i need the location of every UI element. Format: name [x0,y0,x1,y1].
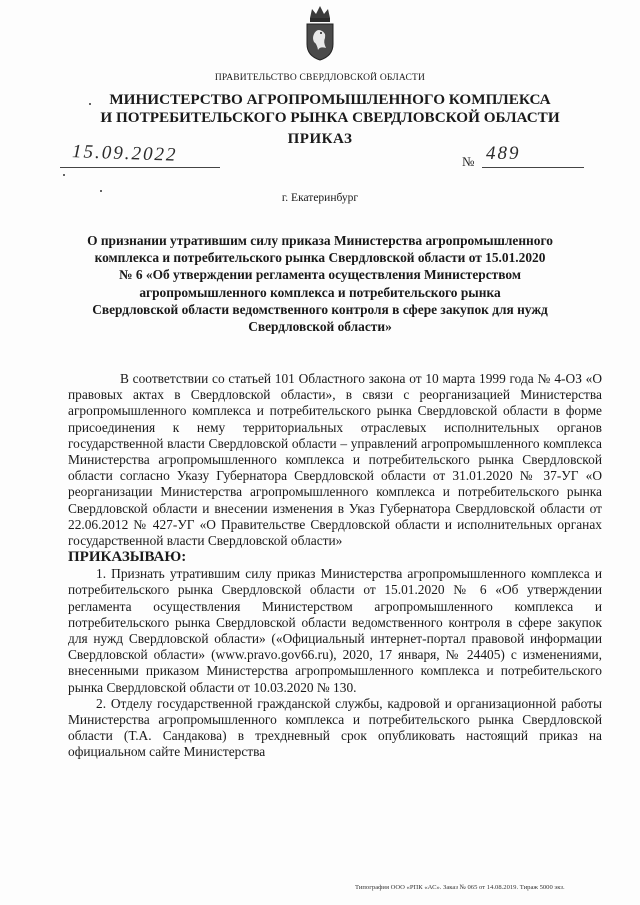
subject-line: Свердловской области ведомственного контроля в сфере закупок для нужд [92,301,548,317]
subject-line: комплекса и потребительского рынка Свердловской области от 15.01.2020 [94,250,546,266]
subject-line: № 6 «Об утверждении регламента осуществления Министерством [119,267,521,283]
number-underline [482,167,584,168]
ministry-line-1: МИНИСТЕРСТВО АГРОПРОМЫШЛЕННОГО КОМПЛЕКСА [109,91,551,108]
ministry-heading [60,91,600,127]
order-item-2: 2. Отделу государственной гражданской службы, кадровой и организационной работы Министерства агропромышленного комплекса и потребительского рынка Свердловской области (Т.А. Сандакова) в трехдневный срок опубликовать настоящий приказ на официальном сайте Министерства [68,695,602,760]
scan-speck [89,103,91,105]
handwritten-date: 15.09.2022 [71,141,178,166]
handwritten-number: 489 [486,143,521,164]
scan-speck [100,190,102,192]
printer-imprint: Типография ООО «РПК «АС». Заказ № 065 от 14.08.2019. Тираж 5000 экз. [355,884,565,891]
date-underline [60,167,220,168]
sverdlovsk-coat-of-arms-icon [303,4,337,62]
order-directive: ПРИКАЗЫВАЮ: [68,549,187,566]
document-type: ПРИКАЗ [287,131,353,147]
subject-line: О признании утратившим силу приказа Министерства агропромышленного [87,233,553,248]
number-sign: № [462,154,475,169]
subject-line: Свердловской области» [248,319,392,335]
document-subject [70,232,570,335]
scan-speck [63,174,65,176]
preamble-paragraph: В соответствии со статьей 101 Областного закона от 10 марта 1999 года № 4-ОЗ «О правовых актах в Свердловской области», в связи с реорганизацией Министерства агропромышленного комплекса и потребительского рынка Свердловской области в форме присоединения к нему территориальных отраслевых исполнительных органов государственной власти Свердловской области – управлений агропромышленного комплекса Министерства агропромышленного комплекса и потребительского рынка Свердловской области согласно Указу Губернатора Свердловской области от 31.01.2020 № 37-УГ «О реорганизации Министерства агропромышленного комплекса и потребительского рынка Свердловской области и внесении изменения в Указ Губернатора Свердловской области от 22.06.2012 № 427-УГ «О Правительстве Свердловской области и исполнительных органах государственной власти Свердловской области» [68,371,602,549]
city-line: г. Екатеринбург [281,192,359,204]
subject-line: агропромышленного комплекса и потребительского рынка [139,284,501,300]
document-body [68,371,602,761]
government-heading: ПРАВИТЕЛЬСТВО СВЕРДЛОВСКОЙ ОБЛАСТИ [214,73,426,83]
order-item-1: 1. Признать утратившим силу приказ Министерства агропромышленного комплекса и потребительского рынка Свердловской области от 15.01.2020 № 6 «Об утверждении регламента осуществления Министерством агропромышленного комплекса и потребительского рынка Свердловской области ведомственного контроля в сфере закупок для нужд Свердловской области» («Официальный интернет-портал правовой информации Свердловской области» (www.pravo.gov66.ru), 2020, 17 января, № 24405) с изменениями, внесенными приказом Министерства агропромышленного комплекса и потребительского рынка Свердловской области от 10.03.2020 № 130. [68,566,602,695]
ministry-line-2: И ПОТРЕБИТЕЛЬСКОГО РЫНКА СВЕРДЛОВСКОЙ ОБЛАСТИ [100,109,560,126]
